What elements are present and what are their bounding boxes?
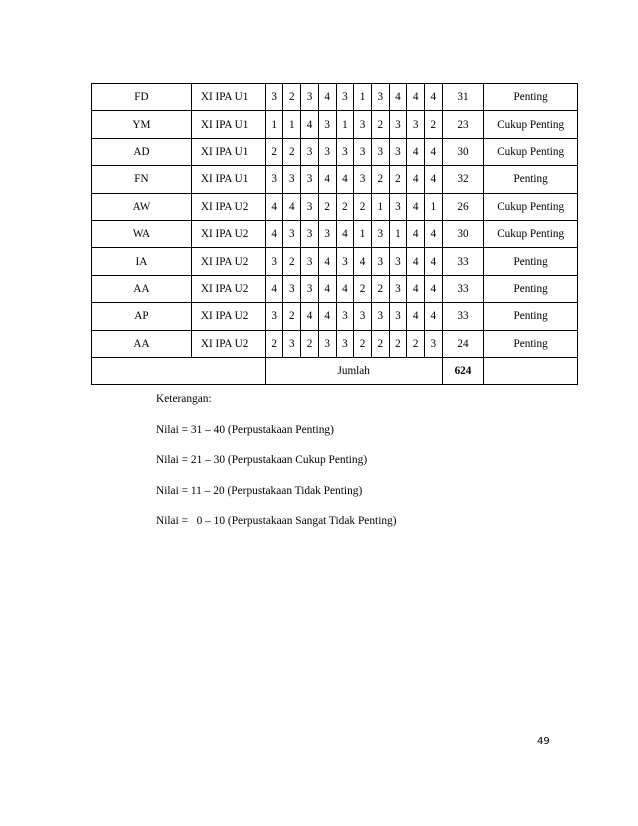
score-cell: 1 bbox=[283, 111, 301, 138]
score-cell: 3 bbox=[265, 303, 283, 330]
legend-title: Keterangan: bbox=[156, 393, 212, 405]
student-name-cell: WA bbox=[92, 220, 192, 247]
score-cell: 3 bbox=[318, 330, 336, 357]
score-cell: 3 bbox=[265, 84, 283, 111]
table-row bbox=[92, 303, 578, 330]
score-cell: 4 bbox=[336, 275, 354, 302]
score-cell: 3 bbox=[318, 111, 336, 138]
score-cell: 2 bbox=[283, 303, 301, 330]
score-cell: 4 bbox=[407, 248, 425, 275]
score-cell: 2 bbox=[283, 84, 301, 111]
class-cell: XI IPA U1 bbox=[191, 138, 265, 165]
total-score-cell: 24 bbox=[442, 330, 484, 357]
score-cell: 4 bbox=[283, 193, 301, 220]
class-cell: XI IPA U1 bbox=[191, 111, 265, 138]
score-cell: 3 bbox=[389, 111, 407, 138]
score-cell: 4 bbox=[336, 166, 354, 193]
student-name-cell: AA bbox=[92, 275, 192, 302]
category-cell: Penting bbox=[484, 275, 578, 302]
class-cell: XI IPA U2 bbox=[191, 248, 265, 275]
score-cell: 4 bbox=[424, 303, 442, 330]
score-cell: 3 bbox=[354, 303, 372, 330]
summary-empty-cell bbox=[484, 357, 578, 384]
table-row bbox=[92, 330, 578, 357]
score-cell: 4 bbox=[301, 111, 319, 138]
score-cell: 2 bbox=[354, 193, 372, 220]
score-cell: 4 bbox=[265, 275, 283, 302]
score-cell: 4 bbox=[407, 303, 425, 330]
score-cell: 2 bbox=[371, 166, 389, 193]
category-cell: Penting bbox=[484, 303, 578, 330]
legend-item: Nilai = 31 – 40 (Perpustakaan Penting) bbox=[156, 423, 334, 436]
score-cell: 1 bbox=[354, 220, 372, 247]
score-cell: 4 bbox=[424, 84, 442, 111]
student-name-cell: AP bbox=[92, 303, 192, 330]
score-cell: 2 bbox=[354, 330, 372, 357]
total-score-cell: 33 bbox=[442, 248, 484, 275]
score-cell: 3 bbox=[371, 248, 389, 275]
legend-item: Nilai = 21 – 30 (Perpustakaan Cukup Penting) bbox=[156, 454, 368, 466]
category-cell: Penting bbox=[484, 248, 578, 275]
category-cell: Cukup Penting bbox=[484, 111, 578, 138]
class-cell: XI IPA U2 bbox=[191, 330, 265, 357]
score-cell: 4 bbox=[265, 220, 283, 247]
category-cell: Penting bbox=[484, 330, 578, 357]
student-name-cell: IA bbox=[92, 248, 192, 275]
score-cell: 4 bbox=[354, 248, 372, 275]
total-score-cell: 30 bbox=[442, 220, 484, 247]
score-cell: 2 bbox=[371, 330, 389, 357]
score-cell: 4 bbox=[318, 275, 336, 302]
score-cell: 2 bbox=[265, 138, 283, 165]
score-cell: 2 bbox=[371, 111, 389, 138]
score-cell: 4 bbox=[407, 275, 425, 302]
class-cell: XI IPA U2 bbox=[191, 275, 265, 302]
score-cell: 4 bbox=[407, 138, 425, 165]
score-cell: 2 bbox=[389, 166, 407, 193]
score-table bbox=[91, 83, 578, 385]
legend-item: Nilai = 11 – 20 (Perpustakaan Tidak Penting) bbox=[156, 484, 363, 497]
score-cell: 1 bbox=[265, 111, 283, 138]
score-cell: 3 bbox=[389, 275, 407, 302]
category-cell: Cukup Penting bbox=[484, 193, 578, 220]
score-cell: 2 bbox=[371, 275, 389, 302]
score-cell: 4 bbox=[424, 166, 442, 193]
score-cell: 4 bbox=[336, 220, 354, 247]
score-cell: 3 bbox=[301, 193, 319, 220]
score-cell: 3 bbox=[301, 166, 319, 193]
score-cell: 3 bbox=[371, 303, 389, 330]
total-score-cell: 30 bbox=[442, 138, 484, 165]
score-cell: 4 bbox=[301, 303, 319, 330]
score-cell: 4 bbox=[407, 220, 425, 247]
class-cell: XI IPA U1 bbox=[191, 166, 265, 193]
score-cell: 3 bbox=[336, 138, 354, 165]
score-cell: 3 bbox=[265, 248, 283, 275]
total-score-cell: 23 bbox=[442, 111, 484, 138]
score-cell: 3 bbox=[371, 138, 389, 165]
score-cell: 4 bbox=[424, 138, 442, 165]
score-cell: 2 bbox=[318, 193, 336, 220]
score-cell: 4 bbox=[424, 248, 442, 275]
score-cell: 3 bbox=[301, 248, 319, 275]
class-cell: XI IPA U2 bbox=[191, 303, 265, 330]
student-name-cell: FD bbox=[92, 84, 192, 111]
score-cell: 3 bbox=[389, 138, 407, 165]
score-cell: 3 bbox=[301, 84, 319, 111]
score-cell: 2 bbox=[407, 330, 425, 357]
table-row bbox=[92, 248, 578, 275]
table-row bbox=[92, 111, 578, 138]
score-cell: 3 bbox=[301, 138, 319, 165]
student-name-cell: YM bbox=[92, 111, 192, 138]
legend bbox=[156, 392, 397, 545]
score-cell: 2 bbox=[336, 193, 354, 220]
summary-total-cell: 624 bbox=[442, 357, 484, 384]
student-name-cell: AD bbox=[92, 138, 192, 165]
score-cell: 3 bbox=[336, 84, 354, 111]
table-row bbox=[92, 84, 578, 111]
score-cell: 4 bbox=[318, 84, 336, 111]
table-row bbox=[92, 138, 578, 165]
total-score-cell: 33 bbox=[442, 275, 484, 302]
score-cell: 3 bbox=[354, 138, 372, 165]
score-cell: 3 bbox=[301, 220, 319, 247]
score-cell: 3 bbox=[283, 275, 301, 302]
category-cell: Penting bbox=[484, 166, 578, 193]
class-cell: XI IPA U2 bbox=[191, 220, 265, 247]
score-cell: 3 bbox=[283, 330, 301, 357]
score-cell: 3 bbox=[283, 220, 301, 247]
score-cell: 4 bbox=[265, 193, 283, 220]
score-cell: 3 bbox=[354, 111, 372, 138]
score-cell: 1 bbox=[371, 193, 389, 220]
score-cell: 3 bbox=[318, 138, 336, 165]
score-cell: 3 bbox=[283, 166, 301, 193]
total-score-cell: 32 bbox=[442, 166, 484, 193]
score-cell: 3 bbox=[389, 248, 407, 275]
total-score-cell: 31 bbox=[442, 84, 484, 111]
score-cell: 3 bbox=[371, 220, 389, 247]
score-cell: 4 bbox=[318, 248, 336, 275]
summary-empty-cell bbox=[92, 357, 266, 384]
table-row bbox=[92, 220, 578, 247]
category-cell: Cukup Penting bbox=[484, 220, 578, 247]
table-row bbox=[92, 275, 578, 302]
score-cell: 4 bbox=[424, 220, 442, 247]
score-cell: 2 bbox=[265, 330, 283, 357]
score-cell: 2 bbox=[283, 248, 301, 275]
total-score-cell: 26 bbox=[442, 193, 484, 220]
score-cell: 4 bbox=[407, 193, 425, 220]
score-cell: 4 bbox=[407, 166, 425, 193]
total-score-cell: 33 bbox=[442, 303, 484, 330]
score-cell: 4 bbox=[424, 275, 442, 302]
score-cell: 2 bbox=[424, 111, 442, 138]
score-cell: 4 bbox=[407, 84, 425, 111]
score-cell: 2 bbox=[389, 330, 407, 357]
summary-label-cell: Jumlah bbox=[265, 357, 442, 384]
student-name-cell: AA bbox=[92, 330, 192, 357]
score-cell: 3 bbox=[389, 303, 407, 330]
score-cell: 3 bbox=[407, 111, 425, 138]
score-cell: 2 bbox=[283, 138, 301, 165]
score-cell: 3 bbox=[336, 303, 354, 330]
score-cell: 1 bbox=[354, 84, 372, 111]
student-name-cell: FN bbox=[92, 166, 192, 193]
score-cell: 2 bbox=[301, 330, 319, 357]
class-cell: XI IPA U1 bbox=[191, 84, 265, 111]
score-cell: 3 bbox=[336, 330, 354, 357]
score-cell: 1 bbox=[424, 193, 442, 220]
score-cell: 3 bbox=[389, 193, 407, 220]
table-row bbox=[92, 193, 578, 220]
summary-row bbox=[92, 357, 578, 384]
table-body bbox=[92, 84, 578, 385]
legend-item: Nilai = 0 – 10 (Perpustakaan Sangat Tidak Penting) bbox=[156, 515, 397, 527]
score-cell: 3 bbox=[424, 330, 442, 357]
score-cell: 4 bbox=[318, 166, 336, 193]
category-cell: Cukup Penting bbox=[484, 138, 578, 165]
score-cell: 3 bbox=[318, 220, 336, 247]
class-cell: XI IPA U2 bbox=[191, 193, 265, 220]
table-row bbox=[92, 166, 578, 193]
score-cell: 3 bbox=[265, 166, 283, 193]
category-cell: Penting bbox=[484, 84, 578, 111]
score-cell: 2 bbox=[354, 275, 372, 302]
student-name-cell: AW bbox=[92, 193, 192, 220]
score-cell: 1 bbox=[389, 220, 407, 247]
score-cell: 3 bbox=[371, 84, 389, 111]
score-cell: 3 bbox=[336, 248, 354, 275]
score-cell: 1 bbox=[336, 111, 354, 138]
score-cell: 4 bbox=[318, 303, 336, 330]
score-cell: 3 bbox=[301, 275, 319, 302]
page-number: 49 bbox=[537, 736, 550, 747]
score-cell: 3 bbox=[354, 166, 372, 193]
score-cell: 4 bbox=[389, 84, 407, 111]
